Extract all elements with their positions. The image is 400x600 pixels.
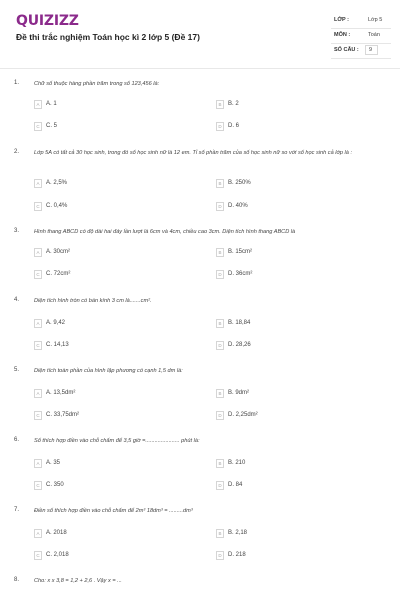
- option-text: D. 28,26: [228, 342, 251, 348]
- option-text: B. 2,18: [228, 530, 248, 536]
- option-text: C. 0,4%: [46, 203, 68, 209]
- option-text: D. 2,25dm²: [228, 412, 258, 418]
- option-letter-box: C: [34, 202, 42, 211]
- option-text: A. 1: [46, 101, 57, 107]
- question-number: 2.: [14, 149, 20, 155]
- option-text: D. 36cm²: [228, 271, 253, 277]
- question-text: Hình thang ABCD có độ dài hai đáy lần lượt là 6cm và 4cm, chiều cao 3cm. Diện tích hình thang ABCD là: [34, 229, 296, 235]
- option-letter-box: C: [34, 481, 42, 490]
- option-letter-box: B: [216, 529, 224, 538]
- question-number: 3.: [14, 228, 20, 234]
- quizizz-logo: QUIZIZZ: [16, 13, 79, 29]
- question-number: 5.: [14, 367, 20, 373]
- option-text: B. 2: [228, 101, 239, 107]
- option-text: A. 30cm²: [46, 249, 71, 255]
- option-letter-box: D: [216, 341, 224, 350]
- option-b[interactable]: [216, 529, 264, 539]
- option-letter-box: C: [34, 341, 42, 350]
- option-text: A. 9,42: [46, 320, 66, 326]
- option-a[interactable]: [34, 179, 82, 189]
- option-text: B. 15cm²: [228, 249, 253, 255]
- grade-label: LỚP :: [334, 17, 349, 23]
- option-text: D. 84: [228, 482, 243, 488]
- option-d[interactable]: [216, 270, 264, 280]
- option-letter-box: D: [216, 270, 224, 279]
- question-number: 4.: [14, 297, 20, 303]
- option-a[interactable]: [34, 529, 82, 539]
- option-letter-box: D: [216, 202, 224, 211]
- question-number: 1.: [14, 80, 20, 86]
- option-text: A. 2018: [46, 530, 67, 536]
- option-letter-box: D: [216, 411, 224, 420]
- header-divider: [0, 68, 400, 69]
- option-d[interactable]: [216, 411, 264, 421]
- option-letter-box: C: [34, 411, 42, 420]
- option-d[interactable]: [216, 341, 264, 351]
- option-text: B. 18,84: [228, 320, 251, 326]
- subject-label: MÔN :: [334, 32, 351, 38]
- option-a[interactable]: [34, 248, 82, 258]
- option-b[interactable]: [216, 179, 264, 189]
- option-c[interactable]: [34, 202, 82, 212]
- option-letter-box: D: [216, 551, 224, 560]
- option-text: A. 35: [46, 460, 61, 466]
- option-b[interactable]: [216, 319, 264, 329]
- page-title: Đề thi trắc nghiệm Toán học kì 2 lớp 5 (Đề 17): [16, 32, 200, 42]
- option-b[interactable]: [216, 100, 264, 110]
- option-text: C. 33,75dm²: [46, 412, 80, 418]
- option-text: C. 5: [46, 123, 58, 129]
- question-text: Cho: x x 3,8 = 1,2 + 2,6 . Vậy x = ...: [34, 578, 122, 584]
- option-letter-box: A: [34, 100, 42, 109]
- option-text: C. 2,018: [46, 552, 69, 558]
- option-text: D. 40%: [228, 203, 248, 209]
- question-count-label: SỐ CÂU :: [334, 47, 359, 53]
- option-text: B. 250%: [228, 180, 251, 186]
- option-a[interactable]: [34, 100, 82, 110]
- option-letter-box: A: [34, 529, 42, 538]
- option-d[interactable]: [216, 481, 264, 491]
- question-text: Số thích hợp điền vào chỗ chấm để 3,5 giờ =...................... phút là:: [34, 438, 200, 444]
- option-letter-box: B: [216, 100, 224, 109]
- option-text: C. 14,13: [46, 342, 69, 348]
- grade-value: Lớp 5: [368, 17, 383, 23]
- option-text: B. 9dm²: [228, 390, 250, 396]
- option-b[interactable]: [216, 459, 264, 469]
- option-letter-box: B: [216, 389, 224, 398]
- option-c[interactable]: [34, 551, 82, 561]
- option-text: A. 2,5%: [46, 180, 68, 186]
- option-letter-box: B: [216, 179, 224, 188]
- option-letter-box: A: [34, 389, 42, 398]
- question-text: Lớp 5A có tất cả 30 học sinh, trong đó số học sinh nữ là 12 em. Tỉ số phần trăm của số học sinh nữ so với số học sinh cả lớp là :: [34, 150, 353, 156]
- option-a[interactable]: [34, 389, 82, 399]
- option-c[interactable]: [34, 122, 82, 132]
- option-letter-box: A: [34, 319, 42, 328]
- option-letter-box: C: [34, 122, 42, 131]
- question-count-field: [331, 42, 391, 59]
- option-letter-box: C: [34, 551, 42, 560]
- option-text: C. 350: [46, 482, 64, 488]
- option-letter-box: D: [216, 122, 224, 131]
- option-text: D. 218: [228, 552, 246, 558]
- option-c[interactable]: [34, 411, 82, 421]
- option-text: A. 13,5dm²: [46, 390, 76, 396]
- option-letter-box: B: [216, 248, 224, 257]
- option-c[interactable]: [34, 341, 82, 351]
- question-text: Diện tích hình tròn có bán kính 3 cm là.......cm².: [34, 298, 152, 304]
- option-a[interactable]: [34, 319, 82, 329]
- question-text: Điền số thích hợp điền vào chỗ chấm để 2m³ 18dm³ = .........dm³: [34, 508, 193, 514]
- option-letter-box: A: [34, 248, 42, 257]
- option-letter-box: C: [34, 270, 42, 279]
- worksheet-header: [0, 0, 400, 68]
- question-text: Chữ số thuộc hàng phần trăm trong số 123,456 là:: [34, 81, 160, 87]
- question-text: Diện tích toàn phần của hình lập phương có cạnh 1,5 dm là:: [34, 368, 183, 374]
- option-letter-box: D: [216, 481, 224, 490]
- option-d[interactable]: [216, 551, 264, 561]
- option-b[interactable]: [216, 389, 264, 399]
- option-c[interactable]: [34, 481, 82, 491]
- option-letter-box: B: [216, 459, 224, 468]
- question-number: 7.: [14, 507, 20, 513]
- option-letter-box: B: [216, 319, 224, 328]
- option-d[interactable]: [216, 122, 264, 132]
- option-c[interactable]: [34, 270, 82, 280]
- option-b[interactable]: [216, 248, 264, 258]
- question-number: 8.: [14, 577, 20, 583]
- option-letter-box: A: [34, 179, 42, 188]
- option-letter-box: A: [34, 459, 42, 468]
- option-a[interactable]: [34, 459, 82, 469]
- subject-value: Toán: [368, 32, 380, 38]
- option-text: C. 72cm²: [46, 271, 71, 277]
- question-number: 6.: [14, 437, 20, 443]
- option-d[interactable]: [216, 202, 264, 212]
- option-text: B. 210: [228, 460, 246, 466]
- option-text: D. 6: [228, 123, 240, 129]
- question-count-value: 9: [365, 45, 378, 55]
